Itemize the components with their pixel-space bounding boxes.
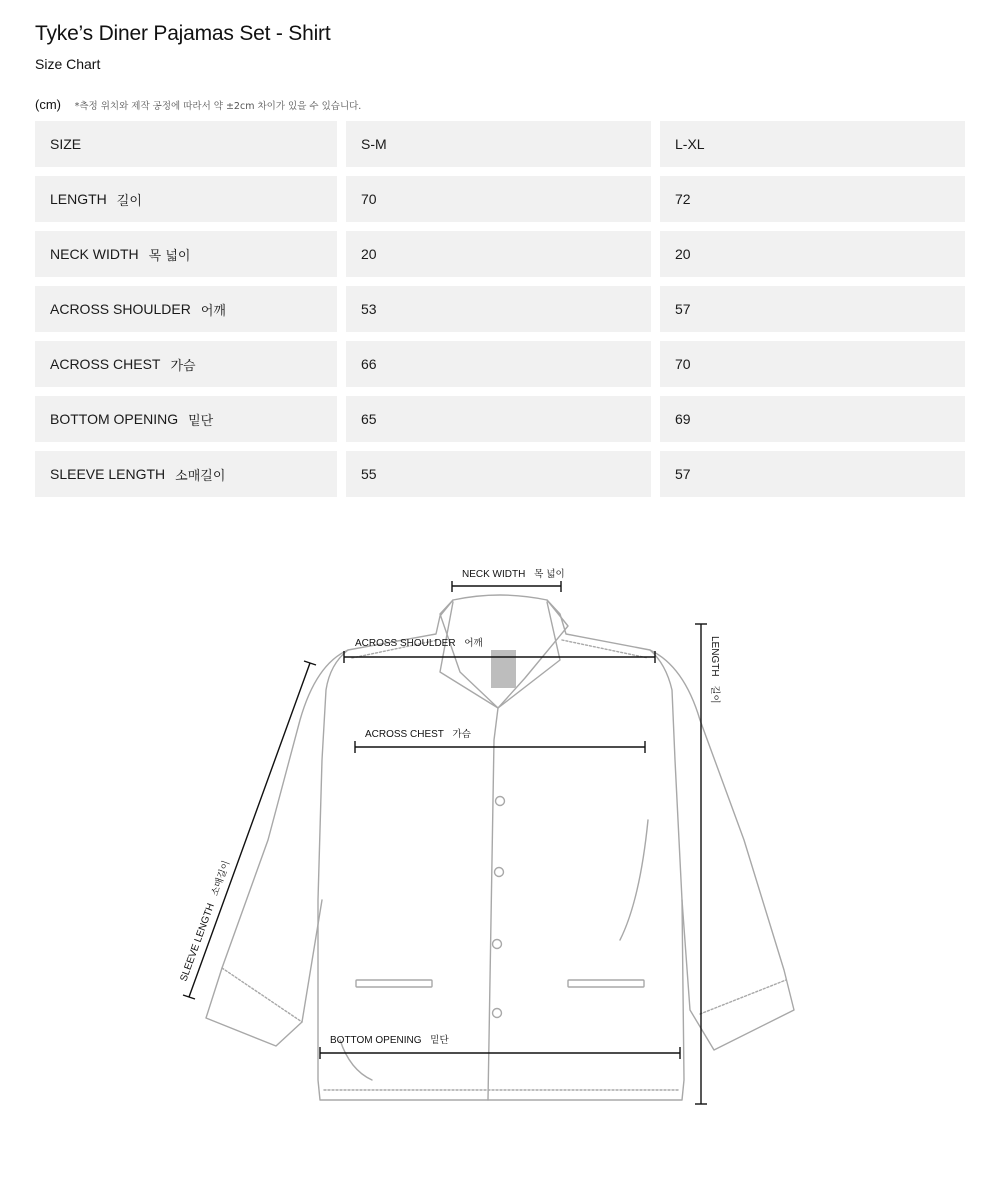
length-label: LENGTH 길이 [709,636,720,704]
collar-inner [440,602,498,708]
row-label-cell [35,231,337,277]
row-label: BOTTOM OPENING [50,411,179,427]
row-label: NECK WIDTH [50,246,139,262]
unit-label: (cm) [35,97,61,112]
left-cuff [222,968,302,1022]
row-label-cell [35,396,337,442]
value-cell-s-m: 53 [346,286,651,332]
sleeve-length-label: SLEEVE LENGTH 소매길이 [178,859,233,984]
right-cuff [700,980,786,1014]
sleeve-length-line [183,661,316,999]
right-sleeve-outline [650,650,794,1050]
page-title: Tyke’s Diner Pajamas Set - Shirt [35,22,331,45]
button [496,797,505,806]
button [493,940,502,949]
table-row [35,341,965,387]
bottom-opening-label: BOTTOM OPENING 밑단 [330,1035,449,1046]
row-label-cell [35,341,337,387]
value-cell-s-m: 66 [346,341,651,387]
across-chest-label: ACROSS CHEST 가슴 [365,729,471,740]
right-pocket [568,980,644,987]
right-shoulder-stitch [562,640,648,658]
value-cell-l-xl: 72 [660,176,965,222]
neck-label-tag [491,650,516,688]
value-cell-s-m: 55 [346,451,651,497]
shirt-measurement-diagram [0,540,1000,1140]
placket [488,708,498,1100]
table-row [35,396,965,442]
across-chest-line [355,741,645,753]
row-label-ko: 소매길이 [175,468,226,484]
button [493,1009,502,1018]
row-label-ko: 어깨 [200,303,226,319]
row-label-cell [35,451,337,497]
value-cell-s-m: 65 [346,396,651,442]
unit-line [35,97,361,112]
row-label: SLEEVE LENGTH [50,466,166,482]
value-cell-l-xl: 57 [660,286,965,332]
value-cell-s-m: 70 [346,176,651,222]
row-label-ko: 밑단 [188,413,214,429]
across-shoulder-label: ACROSS SHOULDER 어깨 [355,638,483,649]
row-label-ko: 길이 [116,193,142,209]
row-label-ko: 가슴 [170,358,196,374]
button [495,868,504,877]
value-cell-l-xl: 20 [660,231,965,277]
table-row [35,231,965,277]
value-cell-l-xl: 69 [660,396,965,442]
table-row [35,286,965,332]
header-cell-l-xl: L-XL [660,121,965,167]
row-label-cell [35,176,337,222]
size-table [35,121,965,506]
table-row [35,451,965,497]
value-cell-s-m: 20 [346,231,651,277]
value-cell-l-xl: 57 [660,451,965,497]
table-row [35,176,965,222]
header-cell-s-m: S-M [346,121,651,167]
page-subtitle: Size Chart [35,56,101,72]
fold-line-right [620,820,648,940]
value-cell-l-xl: 70 [660,341,965,387]
row-label-cell [35,286,337,332]
row-label: ACROSS SHOULDER [50,301,191,317]
row-label: LENGTH [50,191,107,207]
table-header-row [35,121,965,167]
fold-line-left [340,1040,372,1080]
row-label: ACROSS CHEST [50,356,161,372]
row-label-ko: 목 넓이 [148,248,191,264]
neck-width-label: NECK WIDTH 목 넓이 [462,569,565,580]
length-line [695,624,707,1104]
neck-width-line [452,581,561,592]
header-cell-size: SIZE [35,121,337,167]
bottom-opening-line [320,1047,680,1059]
left-sleeve-outline [206,650,348,1046]
left-pocket [356,980,432,987]
measurement-note: *측정 위치와 제작 공정에 따라서 약 ±2cm 차이가 있을 수 있습니다. [74,101,362,112]
